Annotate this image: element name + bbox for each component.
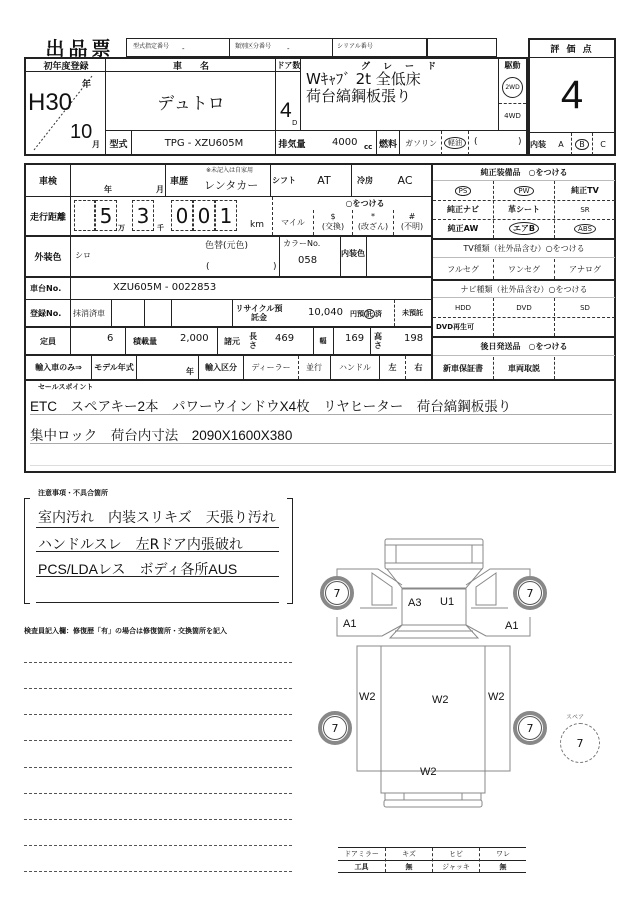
- year-unit: 年: [82, 80, 92, 90]
- spec-label: 諸元: [224, 336, 240, 346]
- missing-tools-label: 工具: [354, 863, 369, 871]
- color-change-open: (: [206, 262, 210, 272]
- chassis-label: 車台No.: [30, 284, 62, 293]
- tire-rear-left[interactable]: 7: [318, 711, 352, 745]
- width-value: 169: [345, 333, 365, 344]
- import-label: 輸入車のみ⇒: [35, 363, 82, 372]
- missing-jack-label: ジャッキ: [442, 863, 470, 871]
- missing-jack-value: 無: [499, 863, 507, 871]
- first-reg-label: 初年度登録: [26, 59, 106, 72]
- sales-points-line-2: 集中ロック 荷台内寸法 2090X1600X380: [30, 428, 293, 443]
- mark-instruction: ○をつける: [345, 198, 385, 208]
- displacement-unit: cc: [364, 143, 373, 151]
- tamper-symbol: *: [371, 212, 375, 221]
- missing-scratch: キズ: [402, 850, 416, 858]
- oem-header: 純正装備品 ○をつける: [433, 164, 615, 181]
- exterior-value: シロ: [75, 251, 91, 260]
- fuel-gasoline[interactable]: ガソリン: [405, 138, 437, 148]
- missing-tools-value: 無: [405, 863, 413, 871]
- tire-spare[interactable]: 7: [560, 723, 600, 763]
- score-box: [528, 38, 616, 156]
- mileage-sen-unit: 千: [157, 224, 164, 232]
- ac-value: AC: [397, 173, 413, 187]
- shift-label: シフト: [272, 175, 296, 185]
- tire-rear-right[interactable]: 7: [513, 711, 547, 745]
- oem-sunroof[interactable]: SR: [580, 205, 590, 214]
- name-label: 車 名: [106, 59, 276, 72]
- fuel-label: 燃料: [376, 131, 400, 155]
- history-label: 車歴: [169, 176, 188, 187]
- name-value: デュトロ: [157, 93, 225, 114]
- form-title: 出品票: [45, 37, 115, 60]
- tamper-label: (改ざん): [357, 222, 389, 231]
- handle-label: ハンドル: [339, 363, 371, 372]
- later-header: 後日発送品 ○をつける: [433, 338, 615, 356]
- equipment-panel: [433, 164, 615, 379]
- color-no-label: カラーNo.: [283, 239, 321, 248]
- interior-b-circled: B: [575, 139, 589, 150]
- doors-value: 4: [280, 99, 292, 122]
- mileage-man-unit: 万: [118, 224, 125, 232]
- recycle-deposited[interactable]: [350, 309, 382, 319]
- score-label: 評 価 点: [530, 40, 614, 58]
- recycle-deposited-circled: 託: [366, 310, 373, 318]
- mark-u1: U1: [440, 596, 455, 608]
- load-value: 2,000: [180, 333, 209, 344]
- sales-points-label: セールスポイント: [38, 383, 94, 391]
- length-label: 長さ: [249, 332, 257, 350]
- tire-front-right[interactable]: 7: [513, 576, 547, 610]
- interior-b[interactable]: [571, 133, 593, 155]
- mark-w2-center: W2: [432, 694, 449, 706]
- exchange-option[interactable]: [314, 209, 352, 235]
- length-value: 469: [275, 333, 295, 344]
- exterior-label: 外装色: [34, 253, 62, 263]
- inspection-year-unit: 年: [104, 185, 112, 194]
- fuel-diesel[interactable]: [441, 131, 469, 155]
- inspector-label: 検査員記入欄：修復歴「有」の場合は修復箇所・交換箇所を記入: [24, 627, 227, 635]
- later-warranty[interactable]: 新車保証書: [443, 363, 483, 373]
- model-label: 型式: [106, 131, 132, 155]
- parallel-option[interactable]: 並行: [306, 363, 322, 372]
- oem-airbag-circled: エアB: [509, 222, 539, 235]
- mileage-label: 走行距離: [29, 212, 66, 223]
- exchange-symbol: $: [330, 212, 336, 221]
- oem-airbag[interactable]: [494, 219, 554, 238]
- month-unit: 月: [92, 140, 100, 149]
- category-value: -: [287, 45, 290, 53]
- mileage-digit-4[interactable]: 0: [171, 200, 193, 231]
- oem-ps-circled: PS: [455, 186, 472, 196]
- tamper-option[interactable]: [353, 209, 393, 235]
- oem-ps[interactable]: [433, 181, 493, 200]
- grade-line-2: 荷台縞鋼板張り: [306, 87, 412, 105]
- recycle-label: リサイクル預託金: [235, 304, 283, 322]
- oem-navi[interactable]: 純正ナビ: [447, 205, 479, 214]
- missing-crack: ヒビ: [449, 850, 463, 858]
- mark-a1-right: A1: [505, 620, 519, 632]
- header-codes: [126, 38, 427, 57]
- later-manual[interactable]: 車両取説: [508, 363, 540, 373]
- mile-option[interactable]: マイル: [281, 217, 305, 227]
- recycle-not-deposited[interactable]: 未預託: [402, 309, 423, 317]
- tv-oneseg[interactable]: ワンセグ: [508, 264, 540, 274]
- navi-sd[interactable]: SD: [580, 303, 590, 312]
- dvd-playable[interactable]: DVD再生可: [436, 323, 475, 331]
- vehicle-box: [24, 57, 528, 156]
- drive-label: 駆動: [504, 61, 521, 70]
- shift-value: AT: [317, 173, 331, 187]
- fuel-other-open: (: [474, 137, 478, 147]
- oem-leather-seat[interactable]: 革シート: [508, 205, 540, 214]
- mileage-digit-2[interactable]: 5: [95, 200, 117, 231]
- notes-label: 注意事項・不具合箇所: [38, 489, 108, 497]
- recycle-deposited-post: 済: [375, 310, 382, 318]
- navi-dvd[interactable]: DVD: [516, 303, 532, 312]
- unknown-label: (不明): [400, 222, 424, 231]
- type-designation-label: 型式指定番号: [133, 43, 170, 50]
- reg-label: 登録No.: [30, 308, 62, 318]
- drive-4wd[interactable]: 4WD: [504, 112, 521, 120]
- tire-front-left[interactable]: 7: [320, 576, 354, 610]
- dealer-option[interactable]: ディーラー: [251, 363, 291, 372]
- vehicle-diagram: [300, 525, 620, 815]
- mark-w2-right: W2: [488, 691, 505, 703]
- interior-a[interactable]: A: [558, 139, 564, 149]
- model-value: TPG - XZU605M: [164, 137, 244, 149]
- sales-points-line-1: ETC スペアキー2本 パワーウインドウX4枚 リヤヒーター 荷台縞鋼板張り: [30, 399, 512, 414]
- mileage-digit-1[interactable]: [74, 200, 95, 231]
- import-type-label: 輸入区分: [205, 363, 237, 372]
- unknown-symbol: #: [408, 212, 416, 221]
- tv-fullseg[interactable]: フルセグ: [447, 264, 479, 274]
- first-reg-year: H30: [28, 89, 73, 116]
- notes-line-2: ハンドルスレ 左Rドア内張破れ: [38, 537, 243, 553]
- oem-tv[interactable]: 純正TV: [571, 186, 599, 195]
- history-value: レンタカー: [204, 179, 259, 192]
- doors-label: ドア数: [276, 59, 301, 72]
- inspection-month-unit: 月: [156, 185, 164, 194]
- mark-a1-left: A1: [343, 618, 357, 630]
- model-year-label: モデル年式: [94, 362, 134, 372]
- first-reg-month: 10: [70, 121, 93, 143]
- fuel-diesel-circled: 軽油: [444, 137, 466, 149]
- capacity-value: 6: [107, 333, 114, 344]
- mileage-digit-6[interactable]: 1: [215, 200, 237, 231]
- width-label: 幅: [319, 337, 327, 345]
- color-no-value: 058: [298, 255, 318, 266]
- oem-grid: [433, 181, 615, 238]
- recycle-yen: 円: [350, 310, 357, 318]
- color-change-close: ): [273, 262, 277, 272]
- interior-color-label: 内装色: [341, 249, 365, 258]
- notes-line-3: PCS/LDAレス ボディ各所AUS: [38, 561, 238, 577]
- mark-w2-left: W2: [359, 691, 376, 703]
- height-label: 高さ: [374, 332, 382, 350]
- ac-label: 冷房: [357, 175, 373, 185]
- oem-pw[interactable]: [494, 181, 554, 200]
- mileage-digit-5[interactable]: 0: [193, 200, 215, 231]
- interior-c[interactable]: C: [600, 139, 606, 149]
- history-note: ※未記入は自家用: [206, 167, 254, 174]
- spare-label: スペア: [566, 714, 585, 721]
- interior-label: 内装: [530, 139, 546, 149]
- grade-value: [306, 71, 421, 105]
- missing-items-table: [338, 847, 526, 873]
- reg-value: 抹消済車: [73, 309, 105, 318]
- grade-line-1: Wｷｬﾌﾞ 2t 全低床: [306, 70, 421, 88]
- oem-aw[interactable]: 純正AW: [447, 224, 479, 233]
- recycle-deposited-pre: 預: [357, 310, 364, 318]
- displacement-value: 4000: [332, 137, 358, 148]
- unknown-option[interactable]: [394, 209, 430, 235]
- load-label: 積載量: [133, 336, 157, 346]
- serial-label: シリアル番号: [337, 43, 373, 50]
- score-value: 4: [560, 72, 584, 117]
- color-change-label: 色替(元色): [205, 241, 249, 251]
- type-designation-value: -: [182, 45, 185, 53]
- tv-header: TV種類（社外品含む）○をつける: [433, 240, 615, 258]
- drive-2wd[interactable]: 2WD: [502, 77, 523, 98]
- navi-header: ナビ種類（社外品含む）○をつける: [433, 281, 615, 298]
- model-row: [106, 130, 526, 154]
- notes-line-1: 室内汚れ 内装スリキズ 天張り汚れ: [38, 510, 276, 526]
- inspection-label: 車検: [38, 176, 57, 187]
- handle-left-option[interactable]: 左: [388, 363, 397, 372]
- tv-analog[interactable]: アナログ: [569, 264, 601, 274]
- oem-abs[interactable]: [555, 219, 615, 238]
- doors-unit: D: [292, 119, 298, 127]
- exchange-label: (交換): [321, 222, 345, 231]
- mileage-unit: km: [250, 220, 264, 230]
- handle-right-option[interactable]: 右: [414, 363, 423, 372]
- mark-a3: A3: [408, 597, 422, 609]
- oem-pw-circled: PW: [514, 186, 533, 196]
- oem-abs-circled: ABS: [574, 224, 596, 234]
- grade-label: グ レ ー ド: [360, 62, 438, 72]
- interior-grade: [530, 132, 614, 154]
- mark-w2-rear: W2: [420, 766, 437, 778]
- navi-hdd[interactable]: HDD: [454, 303, 472, 312]
- missing-door-mirror: ドアミラー: [344, 850, 379, 858]
- category-label: 類別区分番号: [235, 43, 272, 50]
- model-year-unit: 年: [186, 367, 194, 376]
- chassis-value: XZU605M - 0022853: [113, 282, 217, 293]
- capacity-label: 定員: [40, 336, 56, 346]
- mileage-digit-3[interactable]: 3: [132, 200, 154, 231]
- recycle-value: 10,040: [308, 307, 343, 318]
- height-value: 198: [404, 333, 424, 344]
- displacement-label: 排気量: [275, 131, 308, 155]
- fuel-other-close: ): [518, 137, 522, 147]
- missing-break: ワレ: [496, 850, 510, 858]
